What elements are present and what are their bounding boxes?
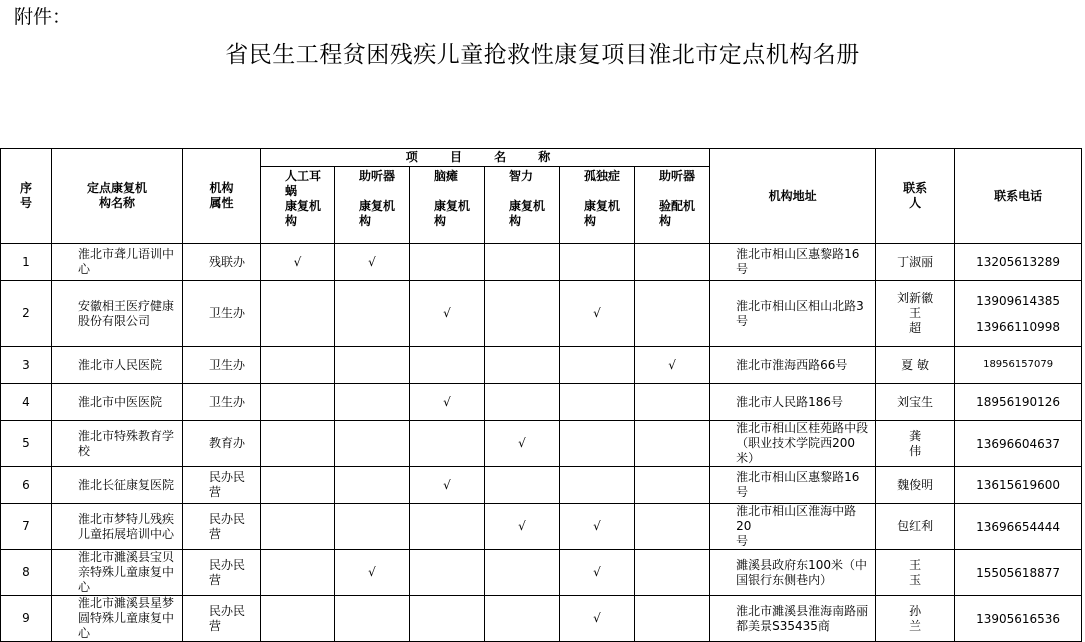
- institution-name: [52, 467, 183, 504]
- project-type-label: [285, 169, 330, 199]
- institution-address-line: 淮北市相山区淮海中路20: [736, 504, 857, 533]
- institution-address-line: 都美景S35435商: [736, 618, 830, 633]
- contact-phone: [955, 596, 1082, 642]
- institution-name-line: 淮北市特殊教育学: [78, 428, 175, 443]
- project-check-cell: [335, 281, 410, 347]
- institution-address: [710, 347, 876, 384]
- project-check-cell: [410, 596, 485, 642]
- project-check-cell: [335, 244, 410, 281]
- institution-name-line: 淮北市中医医院: [78, 394, 163, 409]
- checkmark-icon: √: [593, 519, 601, 533]
- institution-attribute: [183, 550, 261, 596]
- institution-attribute: [183, 347, 261, 384]
- project-type-label: [584, 169, 630, 199]
- institution-address: [710, 281, 876, 347]
- project-check-cell: [560, 596, 635, 642]
- table-row: [1, 504, 1082, 550]
- project-kind-text: 康复机: [359, 199, 396, 213]
- checkmark-icon: √: [293, 254, 302, 269]
- contact-phone: [955, 467, 1082, 504]
- project-check-cell: [485, 467, 560, 504]
- institution-name: [52, 421, 183, 467]
- project-type-text: 孤独症: [584, 169, 621, 183]
- project-check-cell: [335, 384, 410, 421]
- project-check-cell: [261, 281, 335, 347]
- project-check-cell: [635, 596, 710, 642]
- institution-address-line: 号: [736, 534, 749, 548]
- org-name-header: [52, 149, 183, 244]
- institution-name: [52, 550, 183, 596]
- project-check-cell: [560, 421, 635, 467]
- institution-name: [52, 384, 183, 421]
- institution-address-line: 濉溪县政府东100米（中: [736, 557, 867, 572]
- checkmark-icon: √: [593, 565, 601, 579]
- checkmark-icon: √: [368, 254, 376, 269]
- project-check-cell: [485, 244, 560, 281]
- contact-person-line: 魏俊明: [897, 477, 934, 492]
- row-number: 9: [1, 596, 52, 642]
- institution-attribute-line: 营: [209, 572, 222, 587]
- institution-attribute-line: 营: [209, 618, 222, 633]
- project-sub-header: [410, 167, 485, 244]
- project-kind-text: 康复机: [584, 199, 621, 213]
- contact-person: [876, 550, 955, 596]
- institution-address-line: 号: [736, 313, 749, 328]
- institution-attribute: [183, 467, 261, 504]
- contact-phone-line: 13905616536: [976, 611, 1061, 626]
- project-kind-text: 构: [509, 214, 522, 228]
- contact-phone-line: 18956157079: [983, 359, 1054, 370]
- project-kind-label: [659, 199, 705, 229]
- institution-name-line: 淮北长征康复医院: [78, 477, 175, 492]
- project-check-cell: [635, 384, 710, 421]
- contact-phone-line: 13205613289: [976, 255, 1061, 269]
- contact-person: [876, 504, 955, 550]
- table-row: [1, 467, 1082, 504]
- project-check-cell: [335, 421, 410, 467]
- contact-header-text: 人: [909, 196, 922, 210]
- contact-phone: [955, 244, 1082, 281]
- project-check-cell: [335, 596, 410, 642]
- institution-address: [710, 504, 876, 550]
- project-check-cell: [560, 467, 635, 504]
- project-type-label: [359, 169, 405, 199]
- contact-phone-line: 13966110998: [976, 319, 1061, 334]
- project-sub-header: [485, 167, 560, 244]
- project-check-cell: [635, 421, 710, 467]
- institution-attribute-line: 营: [209, 526, 222, 541]
- institution-address: [710, 550, 876, 596]
- project-check-cell: [261, 596, 335, 642]
- institution-name-line: 淮北市聋儿语训中: [78, 247, 175, 261]
- contact-person-line: 刘新徽: [897, 291, 934, 305]
- project-check-cell: [635, 467, 710, 504]
- contact-person-line: 超: [909, 321, 922, 335]
- project-check-cell: [410, 467, 485, 504]
- seq-header: [1, 149, 52, 244]
- project-check-cell: [485, 384, 560, 421]
- institution-name-line: 安徽相王医疗健康: [78, 298, 175, 313]
- checkmark-icon: √: [593, 306, 601, 320]
- contact-person: [876, 384, 955, 421]
- seq-header-text: 序: [19, 181, 32, 195]
- institution-address-line: 淮北市相山区惠黎路16号: [736, 247, 860, 276]
- table-row: [1, 596, 1082, 642]
- table-row: [1, 384, 1082, 421]
- project-type-text: 蜗: [285, 184, 298, 198]
- project-sub-header: [335, 167, 410, 244]
- project-type-text: 脑瘫: [434, 169, 459, 183]
- institution-attribute-line: 民办民: [209, 470, 246, 484]
- institution-address: [710, 596, 876, 642]
- project-check-cell: [560, 281, 635, 347]
- project-kind-text: 验配机: [659, 199, 696, 213]
- contact-phone: [955, 421, 1082, 467]
- project-check-cell: [560, 384, 635, 421]
- row-number: 2: [1, 281, 52, 347]
- project-type-text: 人工耳: [285, 169, 322, 183]
- project-check-cell: [335, 347, 410, 384]
- project-check-cell: [261, 244, 335, 281]
- row-number: 1: [1, 244, 52, 281]
- project-check-cell: [635, 550, 710, 596]
- contact-person-line: 刘宝生: [897, 394, 934, 409]
- project-name-header: 项 目 名 称: [261, 149, 710, 167]
- table-row: [1, 550, 1082, 596]
- project-check-cell: [410, 244, 485, 281]
- contact-person: [876, 467, 955, 504]
- institution-attribute-line: 民办民: [209, 603, 246, 618]
- org-attr-header-text: 机构: [209, 181, 234, 195]
- project-type-label: [434, 169, 480, 199]
- institution-name: [52, 596, 183, 642]
- institution-attribute-line: 卫生办: [209, 394, 246, 409]
- contact-person-line: 丁淑丽: [897, 254, 934, 269]
- seq-header-text: 号: [19, 196, 32, 210]
- table-row: [1, 281, 1082, 347]
- project-kind-label: [285, 199, 330, 229]
- contact-person: [876, 347, 955, 384]
- contact-person-line: 兰: [909, 618, 922, 633]
- org-name-header-text: 定点康复机: [86, 181, 147, 195]
- project-check-cell: [261, 504, 335, 550]
- institution-name: [52, 244, 183, 281]
- institution-name-line: 淮北市濉溪县宝贝: [78, 550, 175, 564]
- address-header: 机构地址: [710, 149, 876, 244]
- institution-name-line: 股份有限公司: [78, 313, 151, 328]
- project-kind-text: 康复机: [509, 199, 546, 213]
- contact-person: [876, 421, 955, 467]
- project-check-cell: [485, 504, 560, 550]
- institution-address-line: 淮北市淮海西路66号: [736, 357, 848, 372]
- institution-address-line: 国银行东侧巷内）: [736, 572, 833, 587]
- institution-attribute: [183, 421, 261, 467]
- table-row: [1, 244, 1082, 281]
- project-check-cell: [560, 244, 635, 281]
- table-row: [1, 421, 1082, 467]
- institution-name: [52, 504, 183, 550]
- project-check-cell: [410, 281, 485, 347]
- contact-person-line: 玉: [909, 572, 922, 587]
- project-check-cell: [261, 550, 335, 596]
- project-kind-text: 构: [434, 214, 447, 228]
- project-check-cell: [261, 467, 335, 504]
- contact-phone: [955, 281, 1082, 347]
- project-type-text: 智力: [509, 169, 534, 183]
- project-check-cell: [635, 244, 710, 281]
- institution-name-line: 儿童拓展培训中心: [78, 526, 175, 541]
- project-kind-text: 构: [659, 214, 672, 228]
- project-type-label: [659, 169, 705, 199]
- project-check-cell: [261, 421, 335, 467]
- institution-name-line: 淮北市梦特儿残疾: [78, 511, 175, 526]
- project-check-cell: [335, 467, 410, 504]
- project-kind-text: 构: [285, 214, 298, 228]
- institution-attribute-line: 民办民: [209, 557, 246, 572]
- row-number: 5: [1, 421, 52, 467]
- institution-address-line: 淮北市相山区惠黎路16号: [736, 470, 860, 499]
- contact-phone-line: 13615619600: [976, 478, 1061, 492]
- institution-attribute-line: 卫生办: [209, 306, 246, 320]
- checkmark-icon: √: [443, 477, 451, 492]
- institution-address: [710, 467, 876, 504]
- checkmark-icon: √: [668, 357, 676, 372]
- project-type-text: 助听器: [359, 169, 396, 183]
- checkmark-icon: √: [368, 565, 376, 579]
- institution-address-line: （职业技术学院西200米）: [736, 436, 855, 465]
- contact-header: [876, 149, 955, 244]
- project-check-cell: [635, 504, 710, 550]
- project-check-cell: [410, 421, 485, 467]
- institution-address: [710, 384, 876, 421]
- contact-person-line: 龚: [909, 428, 922, 443]
- institution-address-line: 淮北市相山区桂苑路中段: [736, 421, 869, 435]
- institution-attribute: [183, 384, 261, 421]
- project-kind-label: [359, 199, 405, 229]
- org-name-header-text: 构名称: [98, 196, 135, 210]
- row-number: 6: [1, 467, 52, 504]
- project-kind-text: 康复机: [285, 199, 322, 213]
- project-kind-label: [434, 199, 480, 229]
- project-check-cell: [410, 347, 485, 384]
- institution-name-line: 淮北市濉溪县星梦: [78, 596, 175, 610]
- institution-name-line: 圆特殊儿童康复中心: [78, 611, 175, 640]
- institution-name-line: 淮北市人民医院: [78, 357, 163, 372]
- institution-address: [710, 421, 876, 467]
- institution-address-line: 淮北市相山区相山北路3: [736, 298, 864, 313]
- row-number: 4: [1, 384, 52, 421]
- institution-attribute: [183, 244, 261, 281]
- contact-header-text: 联系: [903, 181, 928, 195]
- project-sub-header: [261, 167, 335, 244]
- project-check-cell: [335, 550, 410, 596]
- project-check-cell: [485, 550, 560, 596]
- institution-attribute: [183, 281, 261, 347]
- row-number: 7: [1, 504, 52, 550]
- project-check-cell: [560, 347, 635, 384]
- contact-phone: [955, 550, 1082, 596]
- checkmark-icon: √: [593, 611, 601, 625]
- project-kind-text: 构: [359, 214, 372, 228]
- contact-phone-line: 13696604637: [976, 436, 1061, 451]
- document-title: 省民生工程贫困残疾儿童抢救性康复项目淮北市定点机构名册: [225, 42, 860, 68]
- checkmark-icon: √: [518, 436, 526, 450]
- table-row: [1, 347, 1082, 384]
- checkmark-icon: √: [443, 306, 451, 320]
- contact-person: [876, 596, 955, 642]
- project-check-cell: [560, 504, 635, 550]
- institution-attribute-line: 残联办: [209, 254, 246, 269]
- project-check-cell: [485, 347, 560, 384]
- project-sub-header: [560, 167, 635, 244]
- header-row: [1, 149, 1082, 167]
- institution-address-line: 淮北市濉溪县淮海南路丽: [736, 603, 869, 618]
- project-kind-label: [584, 199, 630, 229]
- contact-person-line: 王: [909, 557, 922, 572]
- institution-attribute: [183, 596, 261, 642]
- project-check-cell: [635, 347, 710, 384]
- contact-person: [876, 244, 955, 281]
- project-check-cell: [560, 550, 635, 596]
- attachment-label: 附件：: [14, 6, 72, 28]
- project-check-cell: [335, 504, 410, 550]
- contact-person-line: 夏 敏: [901, 357, 929, 372]
- institution-name: [52, 347, 183, 384]
- institution-attribute-line: 民办民: [209, 511, 246, 526]
- contact-person-line: 伟: [909, 443, 922, 458]
- checkmark-icon: √: [443, 394, 451, 409]
- institution-name-line: 亲特殊儿童康复中心: [78, 565, 175, 594]
- institution-attribute-line: 营: [209, 485, 222, 499]
- project-check-cell: [410, 384, 485, 421]
- institution-attribute-line: 教育办: [209, 436, 246, 450]
- org-attr-header-text: 属性: [209, 196, 234, 210]
- contact-phone-line: 13696654444: [976, 519, 1061, 534]
- phone-header: 联系电话: [955, 149, 1082, 244]
- institution-name-line: 校: [78, 443, 91, 458]
- institution-address: [710, 244, 876, 281]
- row-number: 8: [1, 550, 52, 596]
- contact-phone: [955, 504, 1082, 550]
- institution-attribute: [183, 504, 261, 550]
- institution-table: [0, 148, 1082, 642]
- project-check-cell: [485, 596, 560, 642]
- contact-phone-line: 18956190126: [976, 395, 1061, 409]
- project-check-cell: [261, 347, 335, 384]
- contact-phone: [955, 347, 1082, 384]
- project-check-cell: [261, 384, 335, 421]
- institution-name-line: 心: [78, 262, 91, 276]
- project-check-cell: [485, 281, 560, 347]
- project-type-label: [509, 169, 555, 199]
- project-kind-text: 康复机: [434, 199, 471, 213]
- contact-person-line: 包红利: [897, 519, 934, 533]
- org-attr-header: [183, 149, 261, 244]
- project-kind-text: 构: [584, 214, 597, 228]
- contact-phone: [955, 384, 1082, 421]
- project-sub-header: [635, 167, 710, 244]
- contact-phone-line: 15505618877: [976, 565, 1061, 580]
- institution-name: [52, 281, 183, 347]
- project-check-cell: [410, 504, 485, 550]
- contact-person-line: 孙: [909, 603, 922, 618]
- project-kind-label: [509, 199, 555, 229]
- row-number: 3: [1, 347, 52, 384]
- project-check-cell: [635, 281, 710, 347]
- project-check-cell: [485, 421, 560, 467]
- institution-address-line: 淮北市人民路186号: [736, 394, 843, 409]
- checkmark-icon: √: [518, 519, 526, 533]
- contact-person: [876, 281, 955, 347]
- contact-person-line: 王: [909, 306, 922, 320]
- institution-attribute-line: 卫生办: [209, 357, 246, 372]
- project-type-text: 助听器: [659, 169, 696, 183]
- contact-phone-line: 13909614385: [976, 293, 1061, 308]
- project-check-cell: [410, 550, 485, 596]
